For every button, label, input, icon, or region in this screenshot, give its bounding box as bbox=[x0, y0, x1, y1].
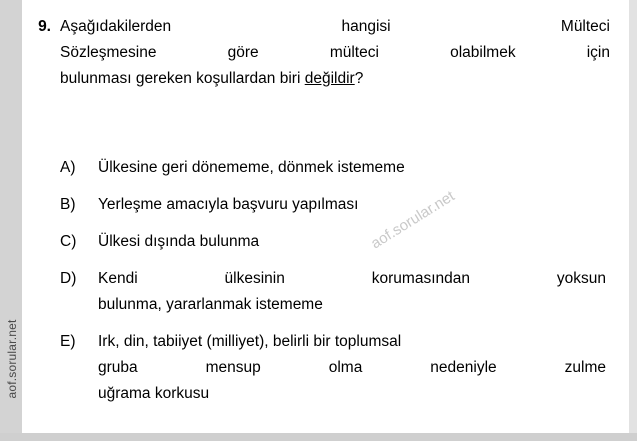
watermark-side: aof.sorular.net bbox=[5, 319, 19, 399]
option-e-line-3: uğrama korkusu bbox=[98, 385, 210, 402]
right-margin-strip bbox=[629, 0, 637, 441]
option-c[interactable] bbox=[60, 229, 620, 255]
option-c-line-1: Ülkesi dışında bulunma bbox=[98, 233, 260, 250]
option-d-line-1: Kendi ülkesinin korumasından yoksun bbox=[98, 270, 606, 287]
option-e-letter: E) bbox=[60, 333, 76, 350]
watermark-diagonal: aof.sorular.net bbox=[368, 187, 458, 253]
option-e-line-1: Irk, din, tabiiyet (milliyet), belirli bir toplumsal bbox=[98, 333, 402, 350]
option-d-text bbox=[98, 266, 620, 318]
question-line-3 bbox=[60, 66, 610, 92]
option-d-letter: D) bbox=[60, 270, 77, 287]
question-line-2: Sözleşmesine göre mülteci olabilmek için bbox=[60, 44, 610, 61]
option-c-letter: C) bbox=[60, 233, 77, 250]
options-list bbox=[60, 155, 620, 418]
question-block bbox=[22, 14, 622, 92]
question-emphasis-word: değildir bbox=[304, 70, 355, 87]
question-text bbox=[60, 14, 622, 92]
question-row bbox=[22, 14, 622, 92]
option-e[interactable] bbox=[60, 329, 620, 407]
option-a-text bbox=[98, 155, 620, 181]
option-a-letter: A) bbox=[60, 159, 76, 176]
option-c-text bbox=[98, 229, 620, 255]
option-b-line-1: Yerleşme amacıyla başvuru yapılması bbox=[98, 196, 359, 213]
option-d-line-2: bulunma, yararlanmak istememe bbox=[98, 296, 323, 313]
question-number: 9. bbox=[38, 18, 51, 35]
option-b-letter: B) bbox=[60, 196, 76, 213]
option-a-line-1: Ülkesine geri dönememe, dönmek istememe bbox=[98, 159, 405, 176]
bottom-margin-strip bbox=[0, 433, 637, 441]
question-trailing: ? bbox=[354, 70, 364, 87]
option-b-text bbox=[98, 192, 620, 218]
option-b[interactable] bbox=[60, 192, 620, 218]
option-e-text bbox=[98, 329, 620, 407]
option-d[interactable] bbox=[60, 266, 620, 318]
question-line-1: Aşağıdakilerden hangisi Mülteci bbox=[60, 18, 610, 35]
option-e-line-2: gruba mensup olma nedeniyle zulme bbox=[98, 359, 606, 376]
option-a[interactable] bbox=[60, 155, 620, 181]
question-line-3-text: bulunması gereken koşullardan biri bbox=[60, 70, 305, 87]
